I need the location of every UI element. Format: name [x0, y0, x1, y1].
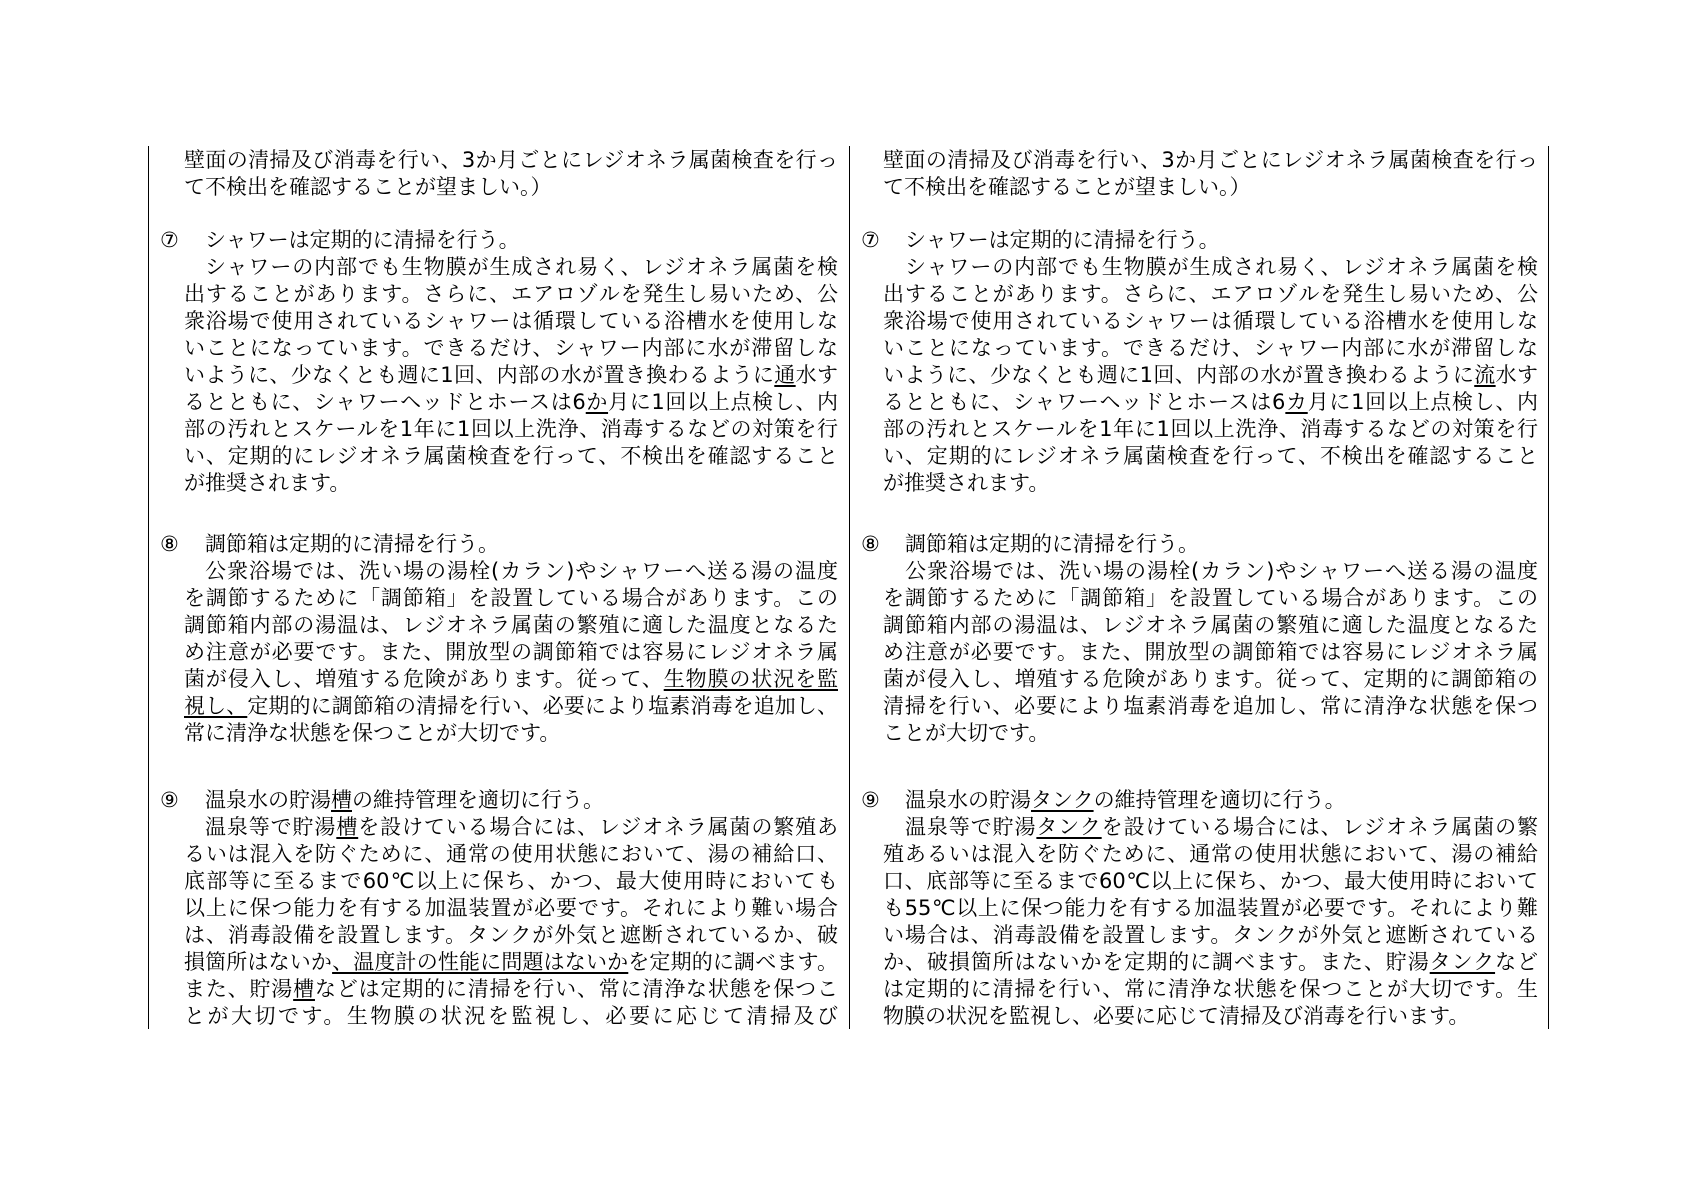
text-segment: の維持管理を適切に行う。 [352, 788, 604, 812]
text-segment: 壁面の清掃及び消毒を行い、3か月ごとにレジオネラ属菌検査を行っ [184, 148, 838, 172]
text-segment: 出することがあります。さらに、エアロゾルを発生し易いため、公 [883, 282, 1538, 306]
text-segment: 損箇所はないか [184, 950, 333, 974]
text-segment: も55℃以上に保つ能力を有する加温装置が必要です。それにより難 [883, 896, 1538, 920]
text-segment: を調節するために「調節箱」を設置している場合があります。この [883, 586, 1538, 610]
text-segment: 水す [1495, 363, 1538, 387]
underlined-revision: カ [1285, 390, 1308, 414]
text-segment: 調節箱内部の湯温は、レジオネラ属菌の繁殖に適した温度となるた [883, 613, 1538, 637]
text-segment: シャワーの内部でも生物膜が生成され易く、レジオネラ属菌を検 [905, 255, 1538, 279]
text-line [883, 895, 1538, 922]
underlined-revision: 槽 [331, 788, 352, 812]
underlined-revision: 生物膜の状況を監 [663, 667, 838, 691]
right-border [1548, 146, 1549, 1029]
text-segment: を定期的に調べます。 [628, 950, 838, 974]
section-number: ⑨ [160, 788, 179, 812]
text-segment: 公衆浴場では、洗い場の湯栓(カラン)やシャワーへ送る湯の温度 [205, 559, 838, 583]
text-line [883, 868, 1538, 895]
underlined-revision: 通 [774, 363, 796, 387]
text-segment: いことになっています。できるだけ、シャワー内部に水が滞留しな [883, 336, 1538, 360]
text-line [883, 416, 1538, 443]
underlined-revision: 槽 [336, 815, 359, 839]
text-line [905, 227, 1538, 254]
text-line [905, 814, 1538, 841]
underlined-revision: か [585, 390, 609, 414]
text-line [883, 720, 1538, 747]
underlined-revision: タンク [1031, 788, 1094, 812]
text-segment: 壁面の清掃及び消毒を行い、3か月ごとにレジオネラ属菌検査を行っ [883, 148, 1538, 172]
text-segment: 調節箱は定期的に清掃を行う。 [905, 532, 1199, 556]
text-line [883, 470, 1538, 497]
text-segment: 温泉水の貯湯 [205, 788, 331, 812]
text-segment: 菌が侵入し、増殖する危険があります。従って、 [184, 667, 664, 691]
text-line [883, 1003, 1538, 1030]
text-segment: 温泉等で貯湯 [205, 815, 337, 839]
text-line [883, 308, 1538, 335]
text-line [883, 841, 1538, 868]
text-line [883, 693, 1538, 720]
underlined-revision: 流 [1474, 363, 1496, 387]
text-segment: 衆浴場で使用されているシャワーは循環している浴槽水を使用しな [883, 309, 1538, 333]
text-segment: め注意が必要です。また、開放型の調節箱では容易にレジオネラ属 [883, 640, 1538, 664]
text-segment: るとともに、シャワーヘッドとホースは6 [184, 390, 586, 414]
text-segment: いように、少なくとも週に1回、内部の水が置き換わるように [883, 363, 1475, 387]
text-line [883, 147, 1538, 174]
text-segment: るとともに、シャワーヘッドとホースは6 [883, 390, 1286, 414]
section-number: ⑧ [861, 532, 880, 556]
text-line [883, 949, 1538, 976]
text-segment: 清掃を行い、必要により塩素消毒を追加し、常に清浄な状態を保つ [883, 694, 1538, 718]
section-number: ⑧ [160, 532, 179, 556]
text-line [883, 174, 1538, 201]
text-segment: 部の汚れとスケールを1年に1回以上洗浄、消毒するなどの対策を行 [883, 417, 1538, 441]
text-segment: を調節するために「調節箱」を設置している場合があります。この [184, 586, 838, 610]
text-line [905, 254, 1538, 281]
text-segment: ことが大切です。 [883, 721, 1050, 745]
text-segment: るいは混入を防ぐために、通常の使用状態において、湯の補給口、 [184, 842, 838, 866]
text-segment: などは定期的に清掃を行い、常に清浄な状態を保つこ [314, 977, 838, 1001]
text-segment: 水す [795, 363, 838, 387]
text-segment: が推奨されます。 [184, 471, 351, 495]
text-segment: を設けている場合には、レジオネラ属菌の繁 [1101, 815, 1538, 839]
center-divider [849, 146, 850, 1029]
text-segment: また、貯湯 [184, 977, 294, 1001]
text-segment: の維持管理を適切に行う。 [1093, 788, 1346, 812]
section-number: ⑦ [160, 228, 179, 252]
text-line [883, 922, 1538, 949]
text-line [883, 335, 1538, 362]
text-segment: いように、少なくとも週に1回、内部の水が置き換わるように [184, 363, 775, 387]
text-segment: 殖あるいは混入を防ぐために、通常の使用状態において、湯の補給 [883, 842, 1538, 866]
text-segment: を設けている場合には、レジオネラ属菌の繁殖あ [358, 815, 838, 839]
text-segment: 月に1回以上点検し、内 [1307, 390, 1538, 414]
text-segment: 調節箱内部の湯温は、レジオネラ属菌の繁殖に適した温度となるた [184, 613, 838, 637]
text-segment: 底部等に至るまで60℃以上に保ち、かつ、最大使用時においても [184, 869, 838, 893]
text-segment: 公衆浴場では、洗い場の湯栓(カラン)やシャワーへ送る湯の温度 [905, 559, 1538, 583]
text-segment: 物膜の状況を監視し、必要に応じて清掃及び消毒を行います。 [883, 1004, 1470, 1028]
text-segment: とが大切です。生物膜の状況を監視し、必要に応じて清掃及び [184, 1004, 838, 1028]
text-segment: が推奨されます。 [883, 471, 1050, 495]
underlined-revision: 槽 [293, 977, 315, 1001]
text-segment: いことになっています。できるだけ、シャワー内部に水が滞留しな [184, 336, 838, 360]
text-segment: は、消毒設備を設置します。タンクが外気と遮断されているか、破 [184, 923, 838, 947]
text-segment: シャワーは定期的に清掃を行う。 [205, 228, 520, 252]
text-segment: て不検出を確認することが望ましい。） [883, 175, 1251, 199]
text-segment: い場合は、消毒設備を設置します。タンクが外気と遮断されている [883, 923, 1538, 947]
text-line [883, 612, 1538, 639]
text-line [905, 787, 1538, 814]
text-segment: 温泉等で貯湯 [905, 815, 1037, 839]
text-segment: か、破損箇所はないかを定期的に調べます。また、貯湯 [883, 950, 1430, 974]
text-segment: 出することがあります。さらに、エアロゾルを発生し易いため、公 [184, 282, 838, 306]
underlined-revision: タンク [1429, 950, 1496, 974]
underlined-revision: 視し、 [184, 694, 248, 718]
text-line [905, 531, 1538, 558]
text-line [883, 639, 1538, 666]
text-line [883, 443, 1538, 470]
text-line [883, 976, 1538, 1003]
text-line [883, 666, 1538, 693]
text-line [883, 281, 1538, 308]
text-segment: 調節箱は定期的に清掃を行う。 [205, 532, 499, 556]
text-segment: め注意が必要です。また、開放型の調節箱では容易にレジオネラ属 [184, 640, 838, 664]
text-segment: 口、底部等に至るまで60℃以上に保ち、かつ、最大使用時において [883, 869, 1538, 893]
text-segment: 衆浴場で使用されているシャワーは循環している浴槽水を使用しな [184, 309, 838, 333]
underlined-revision: タンク [1036, 815, 1102, 839]
text-line [883, 362, 1538, 389]
text-segment: て不検出を確認することが望ましい。） [184, 175, 552, 199]
text-line [905, 558, 1538, 585]
text-segment: など [1495, 950, 1538, 974]
text-segment: い、定期的にレジオネラ属菌検査を行って、不検出を確認すること [883, 444, 1538, 468]
text-segment: は定期的に清掃を行い、常に清浄な状態を保つことが大切です。生 [883, 977, 1538, 1001]
text-segment: い、定期的にレジオネラ属菌検査を行って、不検出を確認すること [184, 444, 838, 468]
text-line [883, 585, 1538, 612]
text-segment: 部の汚れとスケールを1年に1回以上洗浄、消毒するなどの対策を行 [184, 417, 838, 441]
text-segment: 菌が侵入し、増殖する危険があります。従って、定期的に調節箱の [883, 667, 1538, 691]
text-segment: シャワーの内部でも生物膜が生成され易く、レジオネラ属菌を検 [205, 255, 838, 279]
underlined-revision: 、温度計の性能に問題はないか [332, 950, 629, 974]
text-segment: 定期的に調節箱の清掃を行い、必要により塩素消毒を追加し、 [247, 694, 838, 718]
section-number: ⑦ [861, 228, 880, 252]
text-segment: 温泉水の貯湯 [905, 788, 1031, 812]
text-segment: 以上に保つ能力を有する加温装置が必要です。それにより難い場合 [184, 896, 838, 920]
section-number: ⑨ [861, 788, 880, 812]
text-segment: シャワーは定期的に清掃を行う。 [905, 228, 1220, 252]
text-line [883, 389, 1538, 416]
text-segment: 月に1回以上点検し、内 [608, 390, 838, 414]
text-segment: 常に清浄な状態を保つことが大切です。 [184, 721, 561, 745]
